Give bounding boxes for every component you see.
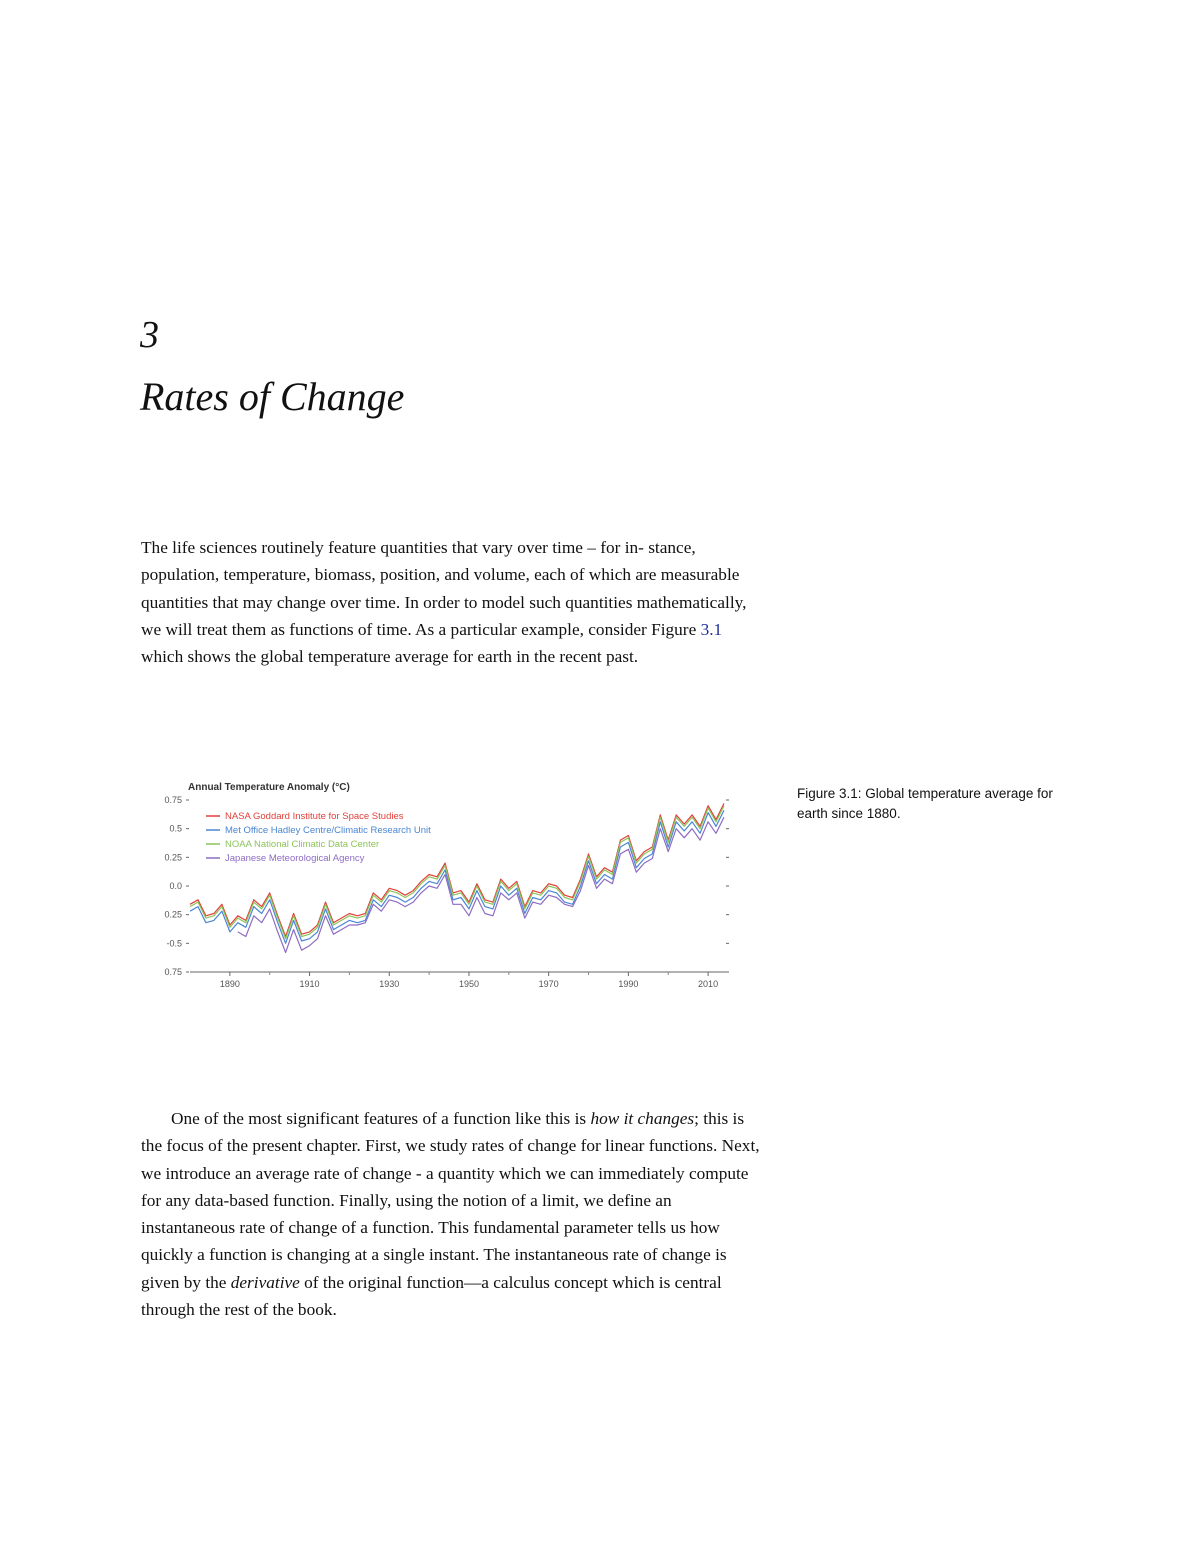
figure-caption: Figure 3.1: Global temperature average for earth since 1880. [797, 786, 1053, 821]
chart-title: Annual Temperature Anomaly (°C) [188, 782, 350, 793]
chapter-title: Rates of Change [140, 374, 405, 419]
body-text-1: One of the most significant features of a function like this is [171, 1109, 591, 1128]
x-tick-label: 1910 [299, 979, 320, 989]
x-tick-label: 2010 [698, 979, 719, 989]
x-tick-label: 1970 [538, 979, 559, 989]
legend-entry: NOAA National Climatic Data Center [225, 839, 380, 850]
y-tick-label: 0.5 [169, 823, 182, 834]
legend-entry: Japanese Meteorological Agency [225, 853, 365, 864]
y-tick-label: 0.0 [169, 881, 182, 891]
body-paragraph [141, 1105, 761, 1323]
y-tick-label: 0.25 [164, 909, 182, 920]
intro-text: The life sciences routinely feature quantities that vary over time – for in- stance, population, temperature, biomass, position, and volume, each of which are measurable quantities that may change over time. In order to model such quantities mathematically, we will treat them as functions of time. As a particular example, consider Figure [141, 538, 747, 639]
series-line-3 [238, 817, 724, 952]
x-tick-label: 1890 [219, 979, 240, 989]
x-tick-label: 1990 [618, 979, 639, 989]
intro-paragraph [141, 534, 761, 670]
temperature-anomaly-chart [150, 770, 740, 1000]
x-tick-label: 1950 [458, 979, 479, 989]
y-tick-label: 0.75 [164, 967, 182, 977]
legend-entry: Met Office Hadley Centre/Climatic Research Unit [225, 825, 431, 836]
body-text-3: of the original function—a calculus concept which is central through the rest of the book. [141, 1272, 722, 1320]
intro-text-end: which shows the global temperature average for earth in the recent past. [141, 647, 639, 667]
chapter-number: 3 [140, 314, 159, 356]
legend-entry: NASA Goddard Institute for Space Studies [225, 811, 404, 822]
y-tick-label: 0.75 [164, 795, 182, 805]
body-text-2: ; this is the focus of the present chapter. First, we study rates of change for linear functions. Next, we introduce an average rate of change - a quantity which we can immediately compute for any data-based function. Finally, using the notion of a limit, we define an instantaneous rate of change of a function. This fundamental parameter tells us how quickly a function is changing at a single instant. The instantaneous rate of change is given by the [141, 1109, 760, 1292]
emphasis-derivative: derivative [230, 1272, 300, 1292]
y-tick-label: 0.25 [164, 852, 182, 863]
y-tick-label: -0.5 [166, 938, 182, 949]
x-tick-label: 1930 [379, 979, 400, 989]
chart-legend [206, 811, 431, 864]
series-line-0 [190, 803, 724, 936]
emphasis-how-it-changes: how it changes [590, 1109, 695, 1128]
figure-reference-link[interactable]: 3.1 [700, 619, 723, 639]
